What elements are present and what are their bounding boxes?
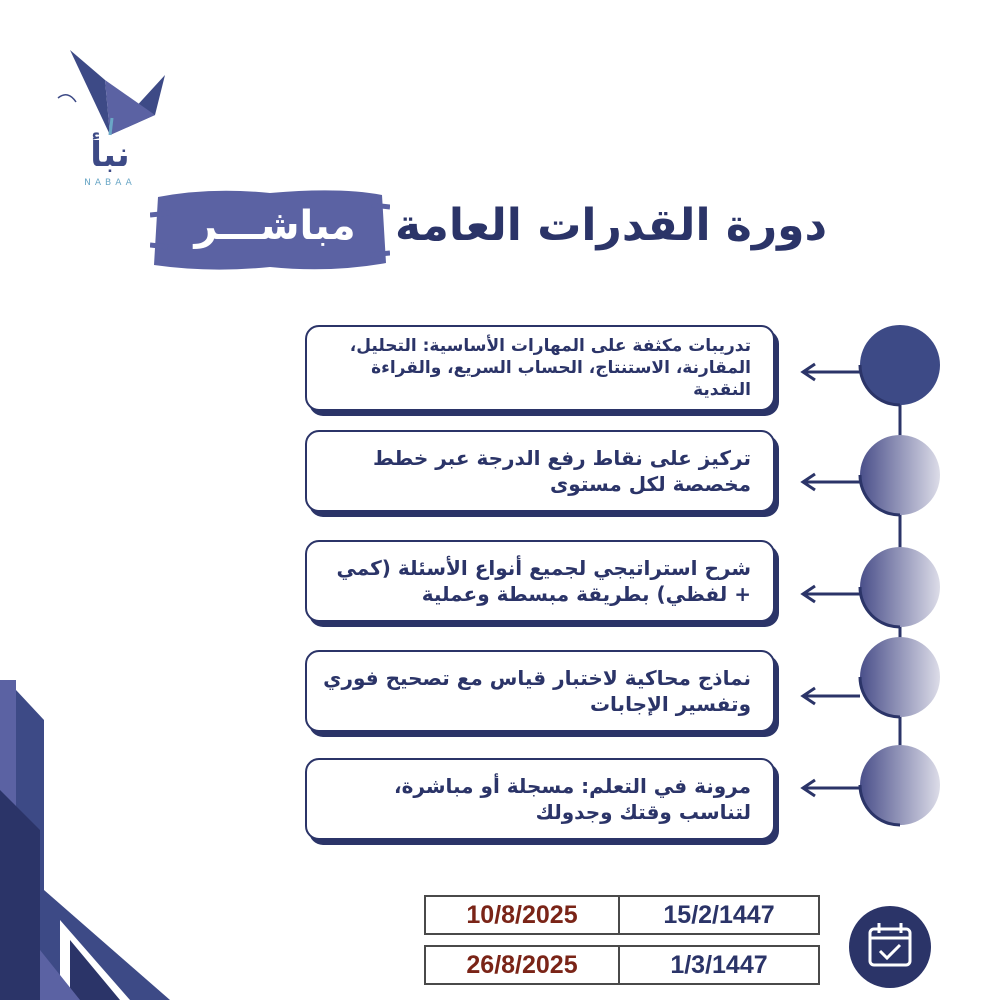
title-main-text: دورة القدرات العامة	[395, 200, 828, 251]
timeline-graphic	[770, 325, 970, 865]
timeline-node-3	[803, 547, 940, 627]
date-hijri-1: 15/2/1447	[620, 895, 820, 935]
book-butterfly-icon	[40, 40, 180, 140]
logo-english: NABAA	[84, 178, 136, 188]
feature-text-5: مرونة في التعلم: مسجلة أو مباشرة، لتناسب وقتك وجدولك	[393, 774, 751, 824]
calendar-check-icon	[848, 905, 932, 989]
nabaa-logo	[40, 40, 180, 190]
feature-card-2	[305, 430, 775, 512]
feature-card-5	[305, 758, 775, 840]
feature-card-1	[305, 325, 775, 411]
feature-card-4	[305, 650, 775, 732]
date-hijri-2: 1/3/1447	[620, 945, 820, 985]
feature-text-4: نماذج محاكية لاختبار قياس مع تصحيح فوري وتفسير الإجابات	[323, 666, 751, 716]
date-gregorian-1: 10/8/2025	[424, 895, 620, 935]
feature-text-1: تدريبات مكثفة على المهارات الأساسية: التحليل، المقارنة، الاستنتاج، الحساب السريع، والقراءة النقدية	[349, 335, 751, 401]
decorative-shapes	[0, 680, 170, 1000]
page-title	[150, 185, 850, 275]
timeline-node-2	[803, 435, 940, 515]
timeline-node-5	[803, 745, 940, 825]
feature-text-3: شرح استراتيجي لجميع أنواع الأسئلة (كمي + لفظي) بطريقة مبسطة وعملية	[336, 556, 751, 606]
timeline-node-4	[803, 637, 940, 717]
feature-card-3	[305, 540, 775, 622]
date-gregorian-2: 26/8/2025	[424, 945, 620, 985]
feature-text-2: تركيز على نقاط رفع الدرجة عبر خطط مخصصة لكل مستوى	[372, 446, 751, 496]
logo-arabic: نبأ	[90, 135, 130, 175]
timeline-node-1	[803, 325, 940, 405]
title-badge-live: مباشـــر	[194, 203, 356, 249]
